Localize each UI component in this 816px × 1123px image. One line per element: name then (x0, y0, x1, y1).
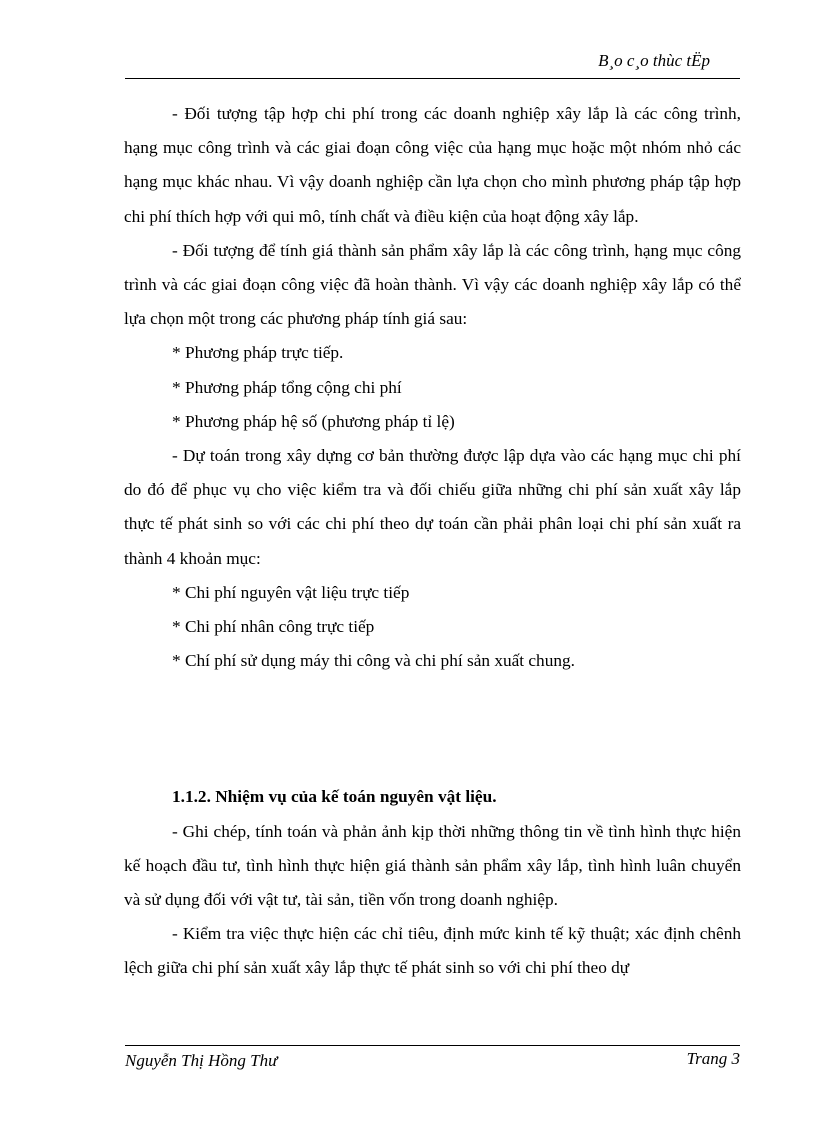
method-item: * Phương pháp trực tiếp. (172, 343, 344, 363)
cost-item: * Chi phí nguyên vật liệu trực tiếp (172, 582, 410, 602)
cost-item: * Chi phí nhân công trực tiếp (172, 617, 375, 637)
footer-author: Nguyễn Thị Hồng Thư (125, 1051, 278, 1070)
paragraph-estimates: - Dự toán trong xây dựng cơ bản thường được lập dựa vào các hạng mục chi phí do đó để phục vụ cho việc kiểm tra và đối chiếu giữa những chi phí sản xuất xây lắp thực tế phát sinh so với các chi phí theo dự toán cần phải phân loại chi phí sản xuất ra thành 4 khoản mục: (124, 446, 741, 568)
method-item: * Phương pháp hệ số (phương pháp tỉ lệ) (172, 411, 455, 431)
section-spacer (124, 678, 741, 780)
paragraph-record-keeping: - Ghi chép, tính toán và phản ảnh kịp thời những thông tin về tình hình thực hiện kế hoạch đầu tư, tình hình thực hiện giá thành sản phẩm xây lắp, tình hình luân chuyển và sử dụng đối với vật tư, tài sản, tiền vốn trong doanh nghiệp. (124, 821, 741, 910)
running-header-title: B¸o c¸o thùc tËp (598, 51, 710, 70)
cost-item: * Chí phí sử dụng máy thi công và chi phí sản xuất chung. (172, 651, 575, 671)
paragraph-cost-objects: - Đối tượng tập hợp chi phí trong các doanh nghiệp xây lắp là các công trình, hạng mục công trình và các giai đoạn công việc của hạng mục hoặc một nhóm nhỏ các hạng mục khác nhau. Vì vậy doanh nghiệp cần lựa chọn cho mình phương pháp tập hợp chi phí thích hợp với qui mô, tính chất và điều kiện của hoạt động xây lắp. (124, 104, 741, 226)
footer-page-number: Trang 3 (686, 1049, 740, 1068)
header-divider (125, 78, 740, 79)
method-item: * Phương pháp tổng cộng chi phí (172, 377, 402, 397)
page-body (124, 97, 741, 986)
footer-divider (125, 1045, 740, 1046)
paragraph-inspection: - Kiểm tra việc thực hiện các chỉ tiêu, định mức kinh tế kỹ thuật; xác định chênh lệch giữa chi phí sản xuất xây lắp thực tế phát sinh so với chi phí theo dự (124, 924, 741, 978)
paragraph-costing-objects: - Đối tượng để tính giá thành sản phẩm xây lắp là các công trình, hạng mục công trình và các giai đoạn công việc đã hoàn thành. Vì vậy các doanh nghiệp xây lắp có thể lựa chọn một trong các phương pháp tính giá sau: (124, 240, 741, 329)
section-heading: 1.1.2. Nhiệm vụ của kế toán nguyên vật liệu. (172, 787, 497, 807)
